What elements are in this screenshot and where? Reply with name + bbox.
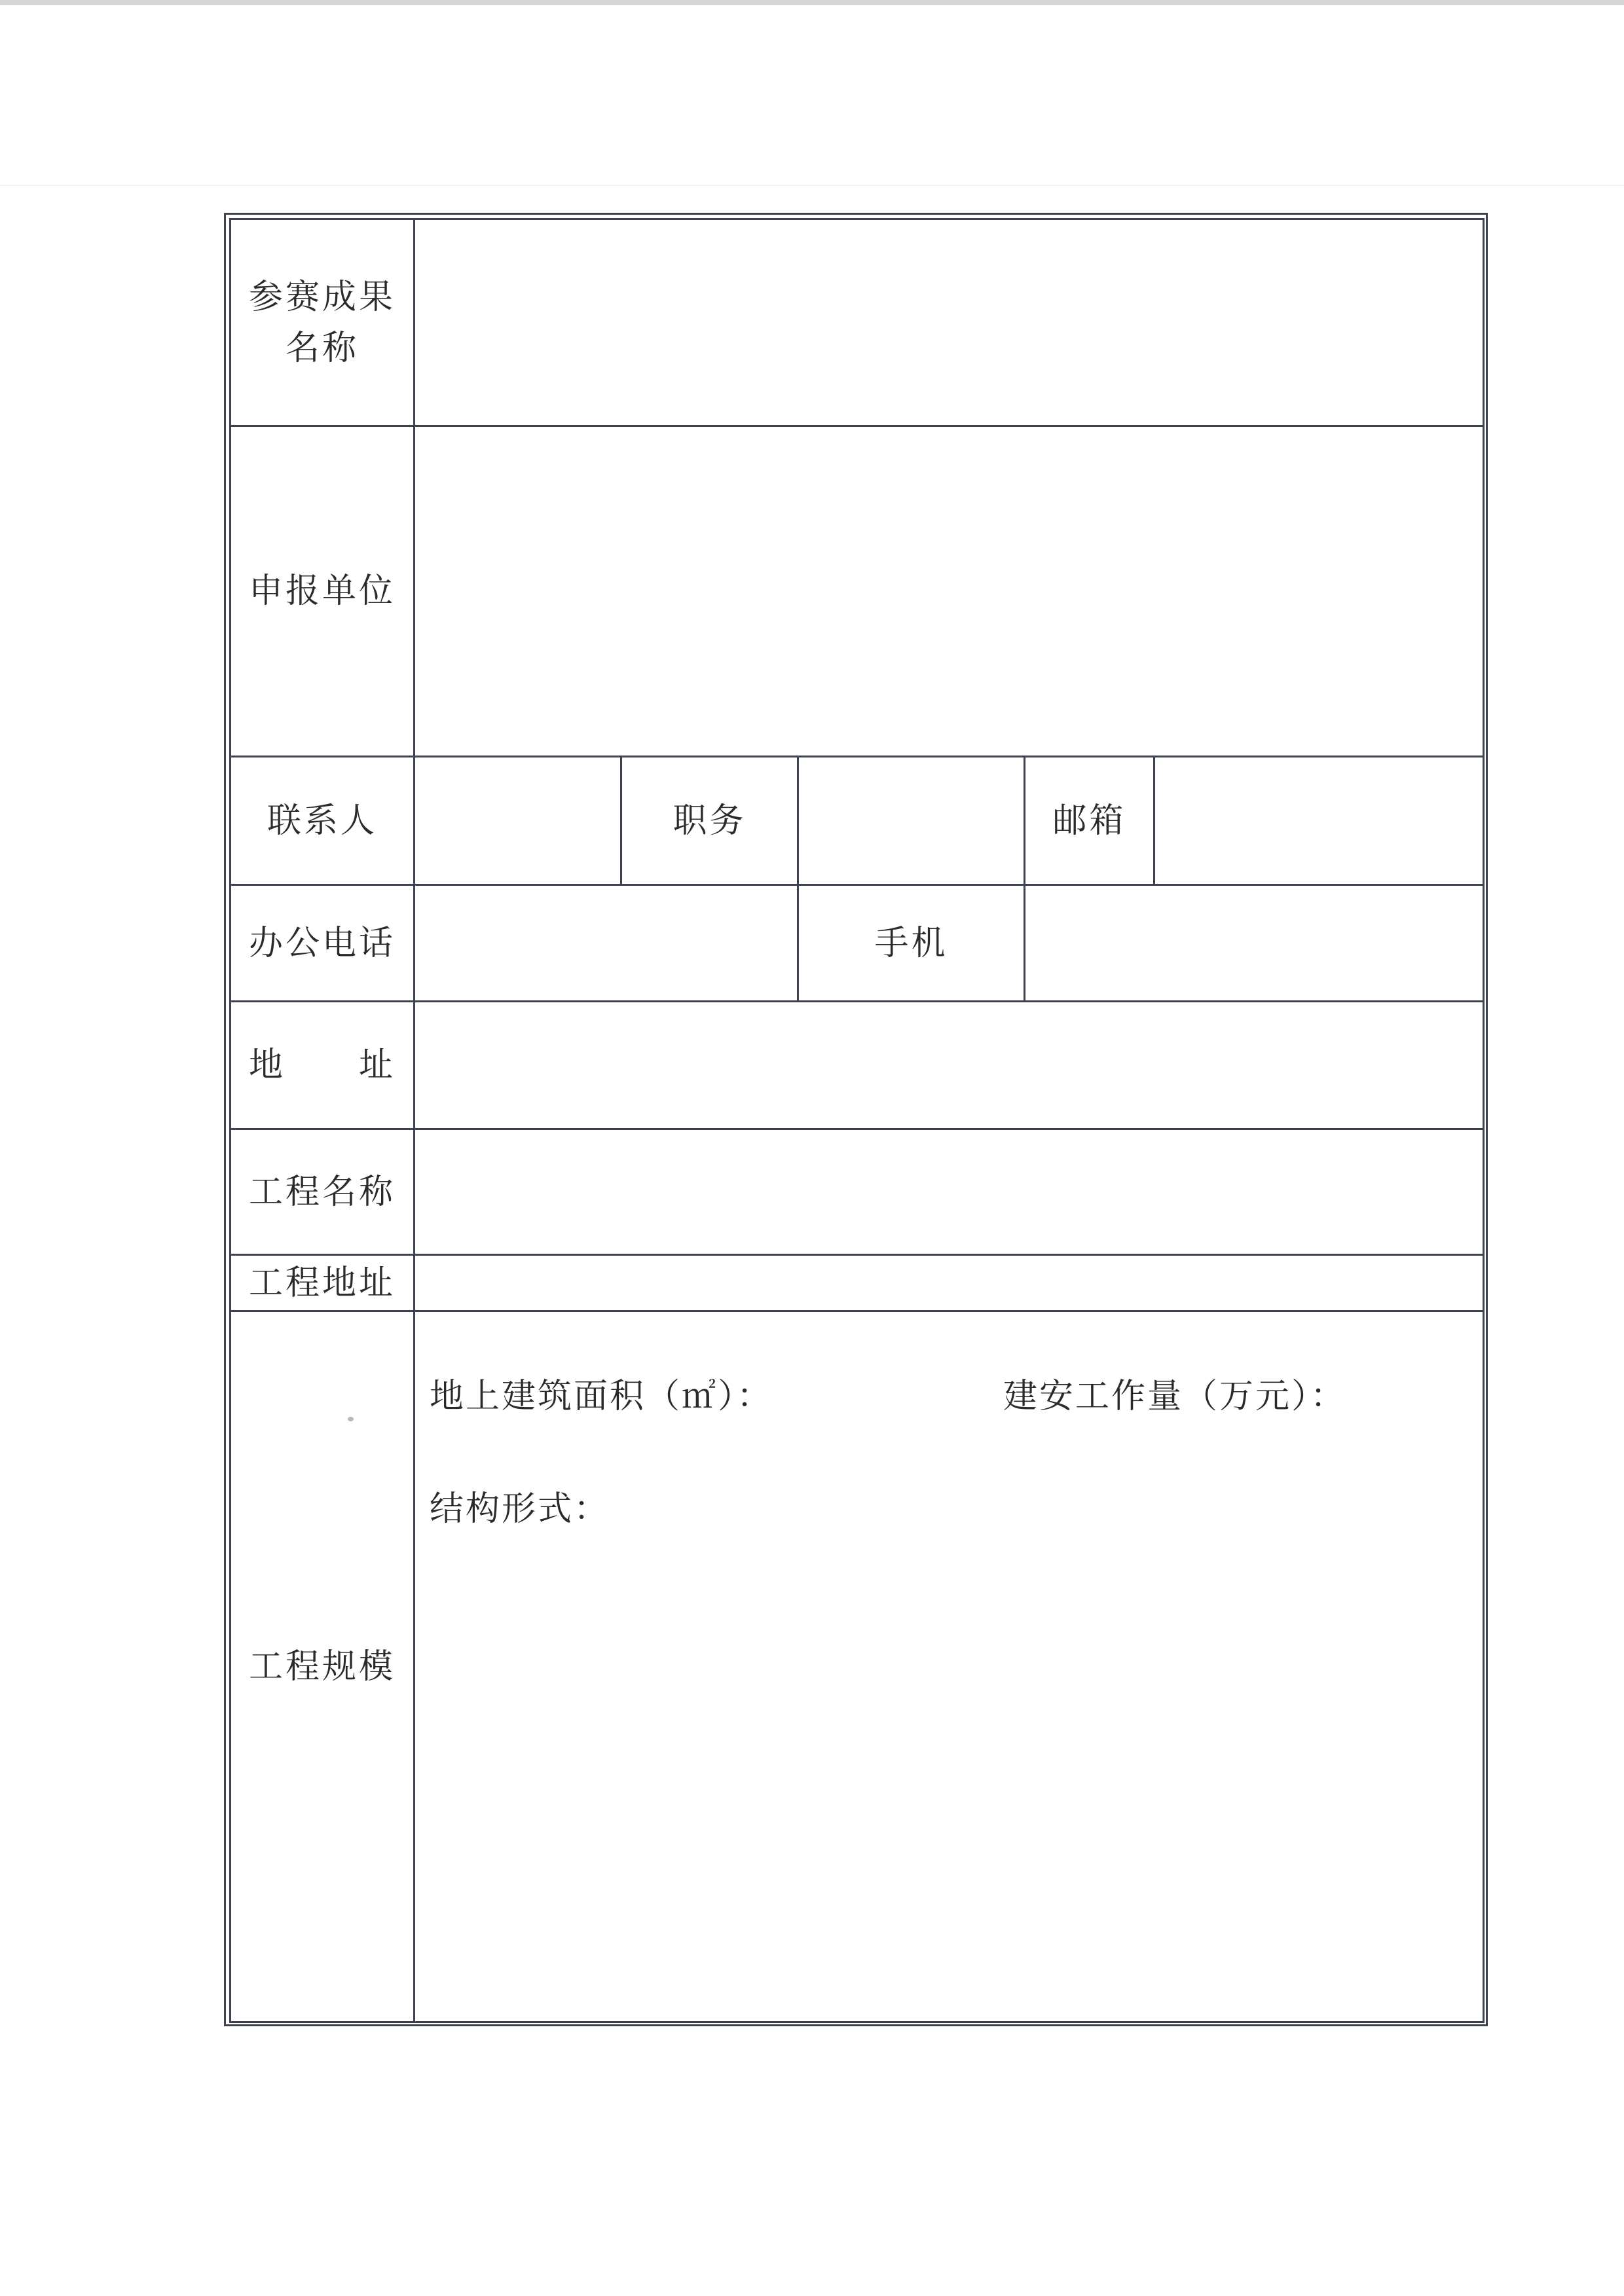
applicant-field[interactable]: [415, 426, 1484, 757]
scan-edge: [0, 185, 1624, 186]
office-phone-field[interactable]: [415, 885, 798, 1002]
contact-field[interactable]: [415, 757, 621, 885]
address-field[interactable]: [415, 1002, 1484, 1129]
structure-label: 结构形式：: [430, 1489, 610, 1529]
scan-edge: [0, 0, 1624, 5]
engineering-name-field[interactable]: [415, 1129, 1484, 1255]
address-label: 地 址: [231, 1002, 415, 1129]
engineering-scale-label: 工程规模: [231, 1311, 415, 2022]
email-label: 邮箱: [1025, 757, 1154, 885]
project-title-label: [231, 219, 415, 426]
position-label: 职务: [621, 757, 798, 885]
email-field[interactable]: [1154, 757, 1484, 885]
engineering-name-label: 工程名称: [231, 1129, 415, 1255]
engineering-address-label: 工程地址: [231, 1255, 415, 1311]
engineering-scale-field[interactable]: [415, 1311, 1484, 2022]
office-phone-label: 办公电话: [231, 885, 415, 1002]
scan-speck: [348, 1417, 354, 1421]
workload-label: 建安工作量（万元）：: [1003, 1377, 1347, 1416]
engineering-address-field[interactable]: [415, 1255, 1484, 1311]
registration-form: [229, 218, 1485, 2023]
project-title-label-line2: 名称: [285, 328, 359, 368]
mobile-field[interactable]: [1025, 885, 1484, 1002]
project-title-field[interactable]: [415, 219, 1484, 426]
mobile-label: 手机: [798, 885, 1025, 1002]
position-field[interactable]: [798, 757, 1025, 885]
area-label: 地上建筑面积（㎡）：: [430, 1377, 773, 1416]
contact-label: 联系人: [231, 757, 415, 885]
applicant-label: 申报单位: [231, 426, 415, 757]
project-title-label-line1: 参赛成果: [248, 277, 396, 317]
